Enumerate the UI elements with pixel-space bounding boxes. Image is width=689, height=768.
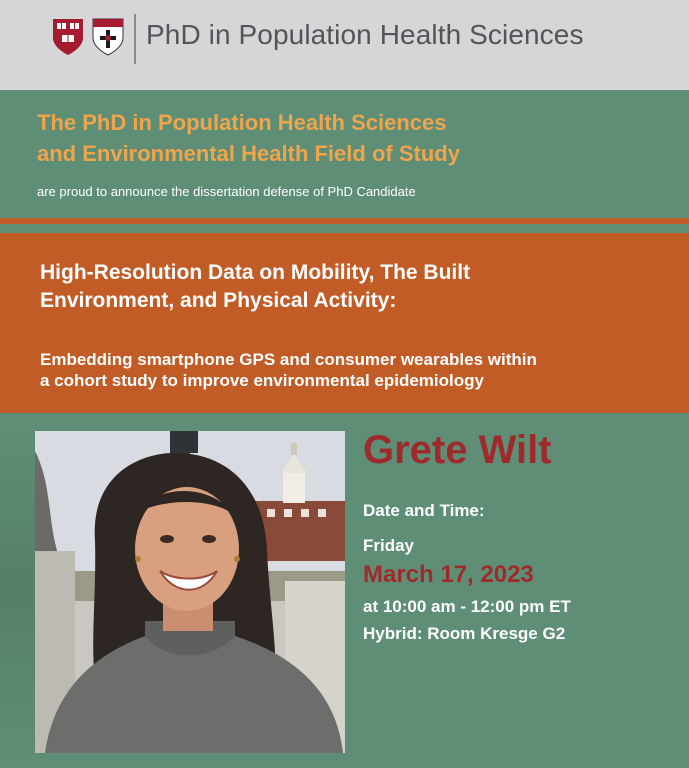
dissertation-subtitle-line-1: Embedding smartphone GPS and consumer wearables within: [40, 350, 537, 369]
dissertation-title-line-1: High-Resolution Data on Mobility, The Built: [40, 261, 471, 284]
dissertation-subtitle: [40, 349, 660, 391]
date-time-label: Date and Time:: [363, 501, 485, 520]
harvard-shield-icon: [52, 18, 84, 56]
candidate-name: Grete Wilt: [363, 428, 552, 472]
dissertation-title-line-2: Environment, and Physical Activity:: [40, 289, 397, 312]
candidate-photo: [35, 431, 345, 753]
event-location: Hybrid: Room Kresge G2: [363, 624, 566, 643]
program-line-1: The PhD in Population Health Sciences: [37, 110, 447, 135]
event-day: Friday: [363, 536, 415, 555]
dissertation-subtitle-line-2: a cohort study to improve environmental epidemiology: [40, 371, 484, 390]
dissertation-banner: [0, 233, 689, 413]
header-divider: [134, 14, 136, 64]
header-bar: [0, 0, 689, 90]
announcement-text: are proud to announce the dissertation defense of PhD Candidate: [37, 184, 416, 199]
program-name: [37, 107, 637, 169]
intro-section: [0, 90, 689, 215]
program-line-2: and Environmental Health Field of Study: [37, 141, 460, 166]
candidate-photo-illustration: [35, 431, 345, 753]
logo-group: [52, 18, 124, 56]
event-time: at 10:00 am - 12:00 pm ET: [363, 597, 571, 616]
left-background-decoration: [0, 413, 36, 768]
header-title: PhD in Population Health Sciences: [146, 19, 584, 50]
orange-divider-stripe: [0, 218, 689, 224]
chan-school-shield-icon: [92, 18, 124, 56]
event-date: March 17, 2023: [363, 561, 534, 588]
dissertation-title: [40, 259, 660, 315]
